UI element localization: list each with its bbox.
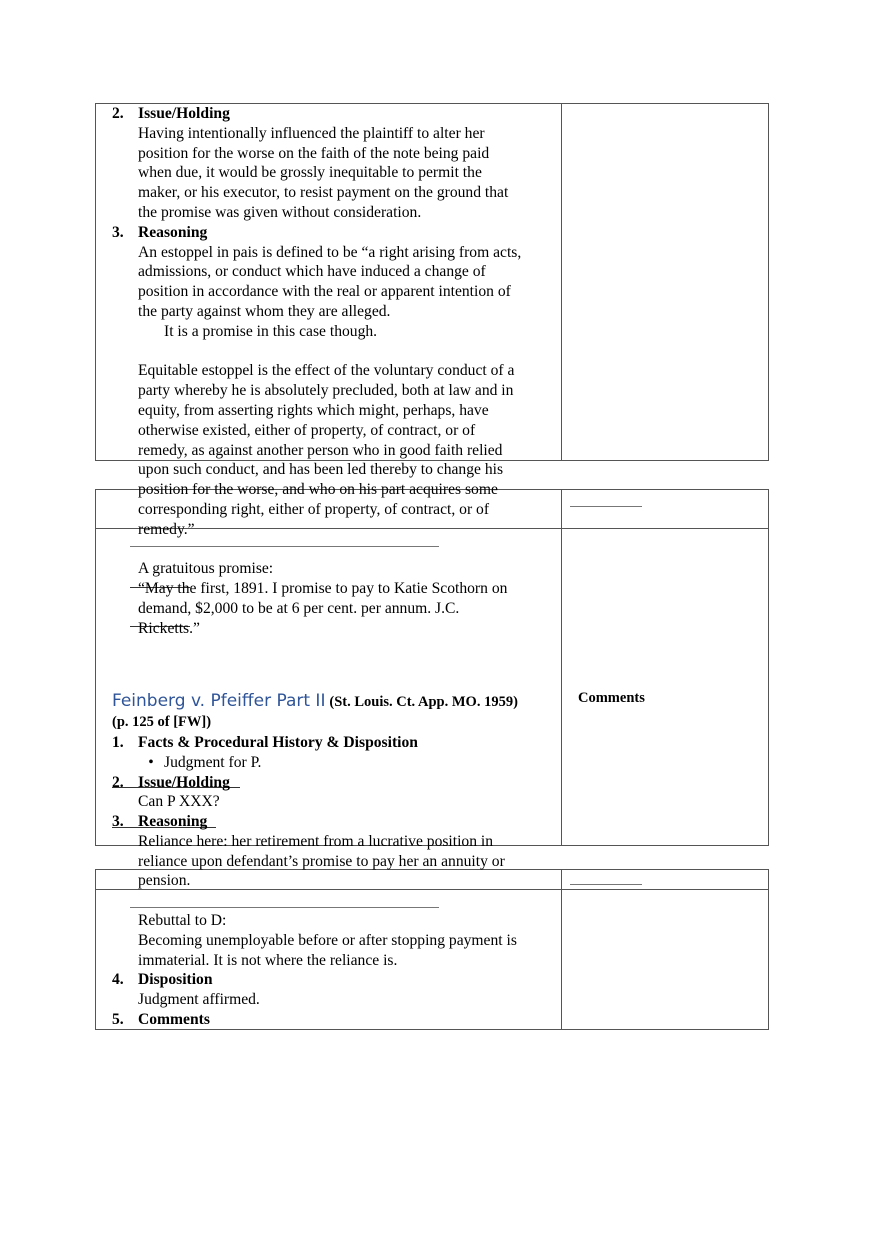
case-heading <box>112 690 564 713</box>
text-line: Reliance here: her retirement from a lucrative position in <box>138 832 494 850</box>
text-line: corresponding right, either of property, of contract, or of <box>138 500 490 518</box>
text-line: It is a promise in this case though. <box>164 322 378 340</box>
text-line: upon such conduct, and has been led thereby to change his <box>138 461 504 479</box>
text-line: remedy.” <box>138 520 195 538</box>
separator-short <box>570 506 642 507</box>
comments-heading: 5. Comments <box>112 1011 210 1029</box>
text-line: pension. <box>138 872 191 890</box>
case-court: (St. Louis. Ct. App. MO. 1959) <box>329 694 518 711</box>
text-line: Having intentionally influenced the plaintiff to alter her <box>138 124 485 142</box>
reasoning-heading: 3. Reasoning <box>112 813 208 831</box>
text-line: reliance upon defendant’s promise to pay her an annuity or <box>138 852 505 870</box>
text-line: the party against whom they are alleged. <box>138 302 391 320</box>
issue-holding-heading: 2. Issue/Holding <box>112 773 230 791</box>
text-line: Judgment affirmed. <box>138 991 260 1009</box>
bullet-item: • Judgment for P. <box>112 753 564 773</box>
text-line: An estoppel in pais is defined to be “a right arising from acts, <box>138 243 522 261</box>
comments-column-label: Comments <box>578 690 645 706</box>
text-line: equity, from asserting rights which might, perhaps, have <box>138 401 489 419</box>
text-line: position for the worse on the faith of the note being paid <box>138 144 490 162</box>
issue-holding-heading: 2. Issue/Holding <box>112 105 230 122</box>
separator-short <box>570 884 642 885</box>
disposition-heading: 4. Disposition <box>112 971 213 989</box>
text-line: Can P XXX? <box>138 793 220 811</box>
text-line: admissions, or conduct which have induced a change of <box>138 263 486 281</box>
text-line: the promise was given without consideration. <box>138 203 422 221</box>
bullet-icon: • <box>148 753 154 771</box>
text-line: immaterial. It is not where the reliance is. <box>138 951 398 969</box>
text-line: “May the first, 1891. I promise to pay to Katie Scothorn on <box>138 580 508 598</box>
text-line: when due, it would be grossly inequitable to permit the <box>138 164 482 182</box>
text-line: Ricketts.” <box>138 619 200 637</box>
document-body <box>112 104 564 1030</box>
reasoning-heading: 3. Reasoning <box>112 223 208 241</box>
facts-heading: 1. Facts & Procedural History & Disposition <box>112 733 418 751</box>
text-line: Becoming unemployable before or after stopping payment is <box>138 931 517 949</box>
text-line: demand, $2,000 to be at 6 per cent. per annum. J.C. <box>138 599 460 617</box>
text-line: remedy, as against another person who in good faith relied <box>138 441 503 459</box>
case-page-ref: (p. 125 of [FW]) <box>112 714 212 731</box>
case-title: Feinberg v. Pfeiffer Part II <box>112 691 326 712</box>
text-line: party whereby he is absolutely precluded, both at law and in <box>138 382 514 400</box>
text-line: maker, or his executor, to resist payment on the ground that <box>138 184 509 202</box>
text-line: A gratuitous promise: <box>138 560 274 578</box>
text-line: position in accordance with the real or apparent intention of <box>138 283 511 301</box>
text-line: Rebuttal to D: <box>138 912 227 930</box>
text-line: position for the worse, and who on his part acquires some <box>138 481 498 499</box>
text-line: otherwise existed, either of property, of contract, or of <box>138 421 476 439</box>
text-line: Equitable estoppel is the effect of the voluntary conduct of a <box>138 362 515 380</box>
